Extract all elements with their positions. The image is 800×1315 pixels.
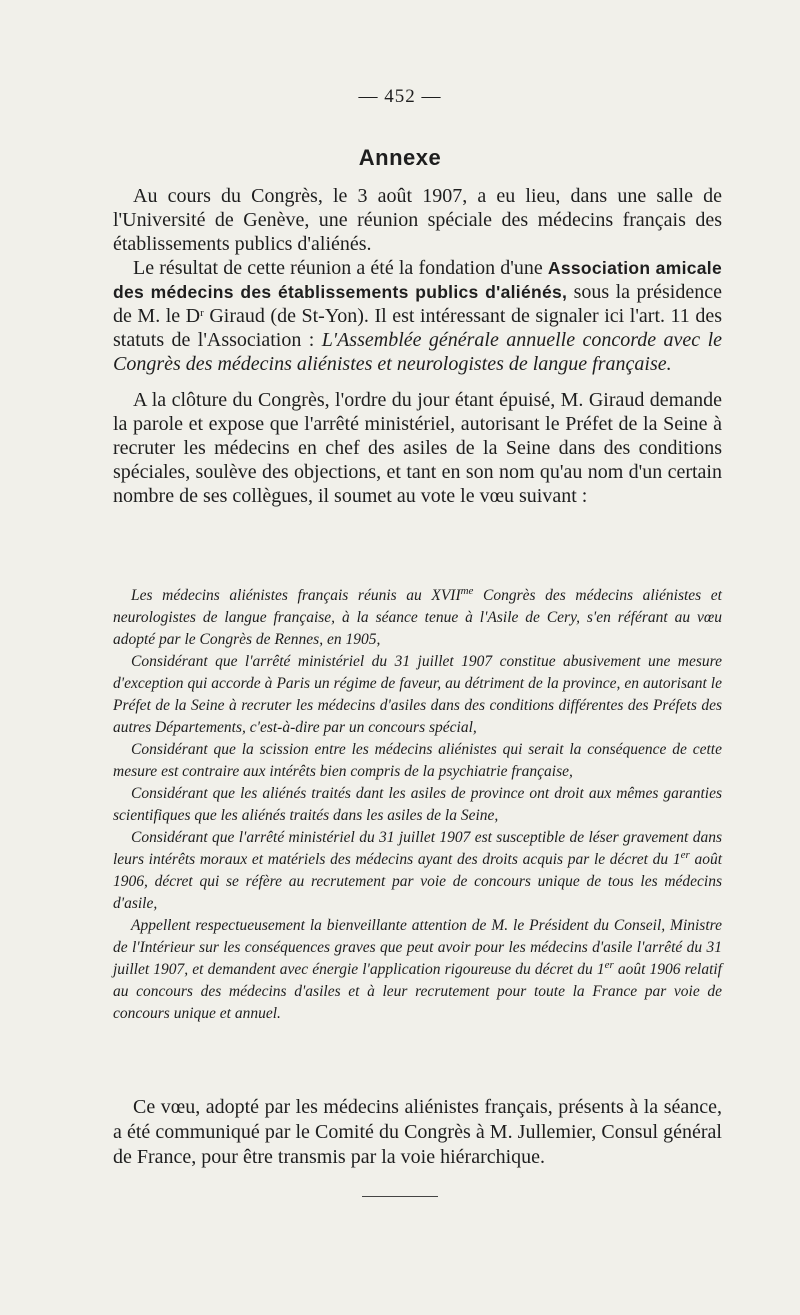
association-text-a: Le résultat de cette réunion a été la fondation d'une: [133, 257, 543, 279]
congress-superscript: me: [460, 585, 474, 597]
end-rule: [362, 1196, 438, 1197]
doctor-superscript: r: [200, 307, 204, 319]
voeu-considerant-1: Considérant que l'arrêté ministériel du 31 juillet 1907 constitue abusivement une mesure d'exception qui accorde à Paris un régime de faveur, au détriment de la province, en autorisant le Préfet de la Seine à recruter les médecins d'asiles dans des conditions différentes des Préfets des autres Départements, c'est-à-dire par un concours spécial,: [113, 653, 722, 736]
first-superscript: er: [680, 849, 690, 861]
voeu-appeal-b: août 1906 relatif au concours des médecins d'asiles et à leur recrutement pour toute la France par voie de concours unique et annuel.: [113, 961, 722, 1022]
intro-section: [113, 184, 722, 508]
voeu-considerant-4-b: août 1906, décret qui se réfère au recrutement par voie de concours unique de tous les médecins d'asile,: [113, 851, 723, 912]
voeu-appeal-a: Appellent respectueusement la bienveillante attention de M. le Président du Conseil, Ministre de l'Intérieur sur les conséquences graves que peut avoir pour les médecins d'asile l'arrêté du 31 juillet 1907, et demandent avec énergie l'application rigoureuse du décret du 1: [113, 917, 722, 978]
paragraph-congress-meeting: Au cours du Congrès, le 3 août 1907, a eu lieu, dans une salle de l'Université de Genève, une réunion spéciale des médecins français des établissements publics d'aliénés.: [113, 185, 722, 255]
page-title: Annexe: [358, 145, 442, 170]
page-number: — 452 —: [358, 86, 442, 107]
voeu-appeal: [113, 915, 722, 1025]
closing-section: [113, 1095, 722, 1170]
paragraph-voeu-adopted: Ce vœu, adopté par les médecins aliénistes français, présents à la séance, a été communiqué par le Comité du Congrès à M. Jullemier, Consul général de France, pour être transmis par la voie hiérarchique.: [113, 1096, 722, 1168]
voeu-preamble-a: Les médecins aliénistes français réunis au XVII: [131, 587, 461, 604]
voeu-preamble-b: Congrès des médecins aliénistes et neurologistes de langue française, à la séance tenue à l'Asile de Cery, s'en référant au vœu adopté par le Congrès de Rennes, en 1905,: [113, 587, 722, 648]
voeu-considerant-4: [113, 827, 722, 915]
voeu-text: [113, 585, 722, 1025]
first-superscript-2: er: [604, 959, 614, 971]
voeu-considerant-3: Considérant que les aliénés traités dant les asiles de province ont droit aux mêmes garanties scientifiques que les aliénés traités dans les asiles de la Seine,: [113, 785, 722, 824]
voeu-considerant-2: Considérant que la scission entre les médecins aliénistes qui serait la conséquence de cette mesure est contraire aux intérêts bien compris de la psychiatrie française,: [113, 741, 722, 780]
voeu-preamble: [113, 585, 722, 651]
association-name: Association amicale des médecins des établissements publics d'aliénés,: [113, 258, 723, 302]
voeu-considerant-4-a: Considérant que l'arrêté ministériel du 31 juillet 1907 est susceptible de léser gravement dans leurs intérêts moraux et matériels des médecins ayant des droits acquis par le décret du 1: [113, 829, 722, 868]
statute-quote: L'Assemblée générale annuelle concorde avec le Congrès des médecins aliénistes et neurologistes de langue française.: [113, 329, 723, 375]
paragraph-closing-session: A la clôture du Congrès, l'ordre du jour étant épuisé, M. Giraud demande la parole et expose que l'arrêté ministériel, autorisant le Préfet de la Seine à recruter les médecins en chef des asiles de la Seine dans des conditions spéciales, soulève des objections, et tant en son nom qu'au nom d'un certain nombre de ses collègues, il soumet au vote le vœu suivant :: [113, 389, 722, 507]
association-text-c: sous la présidence de M. le D: [113, 281, 722, 327]
association-text-d: Giraud (de St-Yon). Il est intéressant de signaler ici l'art. 11 des statuts de l'Association :: [113, 305, 723, 351]
paragraph-association: [113, 256, 722, 376]
